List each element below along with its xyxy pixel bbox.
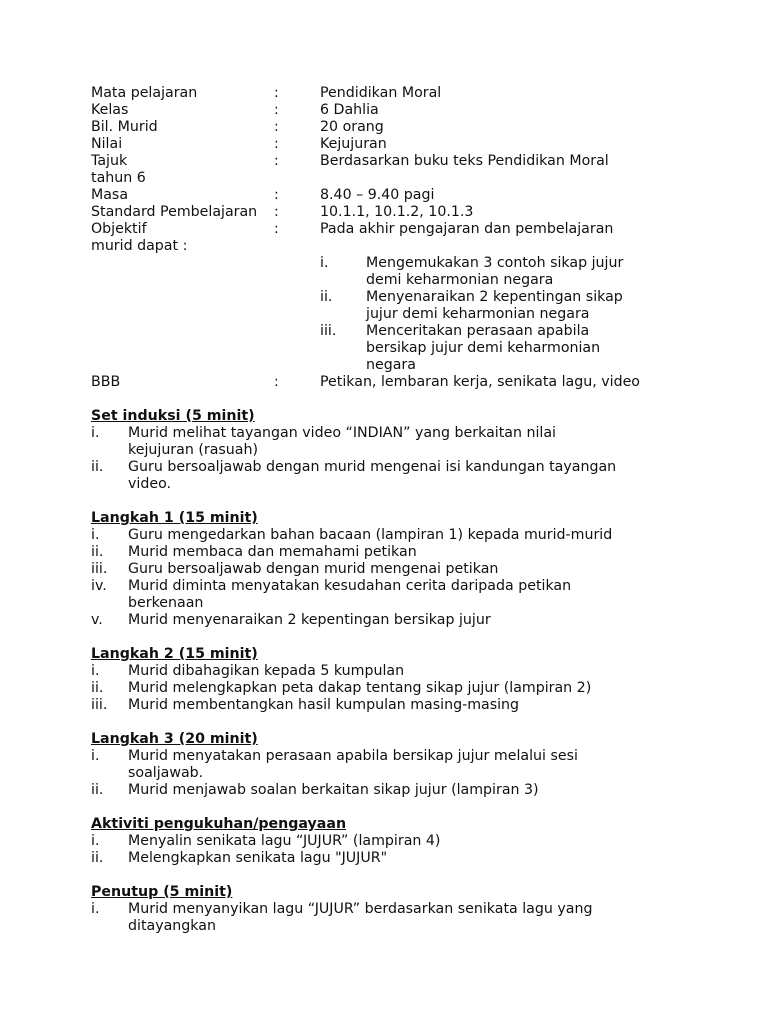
info-value: Pada akhir pengajaran dan pembelajaran [320,221,614,237]
list-item-text: Murid menjawab soalan berkaitan sikap jujur (lampiran 3) [128,782,539,798]
list-item [91,782,691,799]
info-row-subject [91,85,691,102]
objective-number: i. [320,255,329,271]
list-item-continued [91,918,691,935]
list-item-text: berkenaan [128,595,204,611]
info-value: Berdasarkan buku teks Pendidikan Moral [320,153,609,169]
section-spacer [91,799,691,816]
info-row-students [91,119,691,136]
list-item-text: Guru bersoaljawab dengan murid mengenai petikan [128,561,499,577]
list-item [91,459,691,476]
info-value: 10.1.1, 10.1.2, 10.1.3 [320,204,474,220]
info-colon: : [274,221,279,237]
list-item [91,527,691,544]
info-value: Pendidikan Moral [320,85,442,101]
section-heading: Set induksi (5 minit) [91,408,255,424]
info-colon: : [274,119,279,135]
list-item-number: i. [91,663,100,679]
list-item-text: Murid melihat tayangan video “INDIAN” yang berkaitan nilai [128,425,556,441]
objective-number: ii. [320,289,333,305]
info-row-class [91,102,691,119]
list-item-number: ii. [91,544,104,560]
list-item-number: i. [91,748,100,764]
list-item-number: i. [91,901,100,917]
section-spacer [91,867,691,884]
list-item-number: i. [91,425,100,441]
section-spacer [91,391,691,408]
info-row-topic-continued [91,170,691,187]
section-heading: Aktiviti pengukuhan/pengayaan [91,816,347,832]
info-row-objective-continued [91,238,691,255]
info-label: BBB [91,374,121,390]
list-item [91,544,691,561]
list-item-number: iii. [91,697,108,713]
list-item-text: kejujuran (rasuah) [128,442,259,458]
info-row-topic [91,153,691,170]
list-item-text: ditayangkan [128,918,216,934]
section-heading: Langkah 2 (15 minit) [91,646,258,662]
list-item-continued [91,765,691,782]
list-item [91,612,691,629]
info-colon: : [274,102,279,118]
info-value: Petikan, lembaran kerja, senikata lagu, video [320,374,640,390]
info-label: Bil. Murid [91,119,158,135]
info-label: Masa [91,187,129,203]
list-item-number: ii. [91,850,104,866]
info-continued-text: tahun 6 [91,170,146,186]
list-item-continued [91,476,691,493]
objective-text: demi keharmonian negara [366,272,554,288]
objective-number: iii. [320,323,337,339]
info-value: 20 orang [320,119,384,135]
objective-text: Menyenaraikan 2 kepentingan sikap [366,289,623,305]
list-item-text: Guru mengedarkan bahan bacaan (lampiran 1) kepada murid-murid [128,527,613,543]
list-item-text: Murid menyenaraikan 2 kepentingan bersikap jujur [128,612,491,628]
info-label: Kelas [91,102,129,118]
objective-item [91,255,691,272]
info-label: Standard Pembelajaran [91,204,258,220]
list-item [91,425,691,442]
objective-text: Mengemukakan 3 contoh sikap jujur [366,255,624,271]
list-item-text: Murid menyanyikan lagu “JUJUR” berdasarkan senikata lagu yang [128,901,593,917]
info-label: Nilai [91,136,123,152]
list-item-text: Murid membaca dan memahami petikan [128,544,417,560]
list-item-text: Melengkapkan senikata lagu "JUJUR" [128,850,388,866]
objectives-list [91,255,691,374]
section-spacer [91,493,691,510]
lesson-sections [91,391,691,935]
objective-item-continued [91,306,691,323]
info-label: Tajuk [91,153,128,169]
list-item [91,561,691,578]
objective-item-continued [91,357,691,374]
list-item-number: ii. [91,680,104,696]
list-item-text: Menyalin senikata lagu “JUJUR” (lampiran 4) [128,833,441,849]
list-item-number: iv. [91,578,107,594]
info-label: Mata pelajaran [91,85,198,101]
list-item-text: Murid menyatakan perasaan apabila bersikap jujur melalui sesi [128,748,578,764]
info-value: 8.40 – 9.40 pagi [320,187,435,203]
lesson-plan [91,85,691,935]
list-item [91,748,691,765]
list-item-number: v. [91,612,103,628]
list-item-text: Murid melengkapkan peta dakap tentang sikap jujur (lampiran 2) [128,680,592,696]
section-spacer [91,629,691,646]
info-continued-text: murid dapat : [91,238,188,254]
info-colon: : [274,374,279,390]
info-row-objective [91,221,691,238]
info-row-standard [91,204,691,221]
list-item-continued [91,442,691,459]
objective-item [91,323,691,340]
info-row-bbb [91,374,691,391]
list-item-text: soaljawab. [128,765,204,781]
info-colon: : [274,153,279,169]
info-row-value [91,136,691,153]
info-colon: : [274,136,279,152]
objective-text: negara [366,357,416,373]
list-item-text: Murid membentangkan hasil kumpulan masing-masing [128,697,520,713]
objective-item [91,289,691,306]
list-item-text: Murid dibahagikan kepada 5 kumpulan [128,663,405,679]
objective-text: bersikap jujur demi keharmonian [366,340,601,356]
objective-item-continued [91,272,691,289]
section-heading: Penutup (5 minit) [91,884,233,900]
list-item-text: video. [128,476,172,492]
objective-item-continued [91,340,691,357]
list-item-number: i. [91,833,100,849]
list-item-continued [91,595,691,612]
info-value: Kejujuran [320,136,387,152]
info-row-time [91,187,691,204]
info-colon: : [274,187,279,203]
section-heading: Langkah 1 (15 minit) [91,510,258,526]
info-colon: : [274,204,279,220]
section-heading: Langkah 3 (20 minit) [91,731,258,747]
list-item [91,578,691,595]
info-label: Objektif [91,221,147,237]
section-spacer [91,714,691,731]
list-item-number: ii. [91,782,104,798]
list-item [91,833,691,850]
list-item-number: i. [91,527,100,543]
list-item [91,850,691,867]
list-item-number: ii. [91,459,104,475]
list-item-text: Murid diminta menyatakan kesudahan cerita daripada petikan [128,578,572,594]
list-item-text: Guru bersoaljawab dengan murid mengenai isi kandungan tayangan [128,459,617,475]
objective-text: Menceritakan perasaan apabila [366,323,590,339]
list-item [91,901,691,918]
list-item [91,663,691,680]
info-colon: : [274,85,279,101]
list-item-number: iii. [91,561,108,577]
info-value: 6 Dahlia [320,102,379,118]
objective-text: jujur demi keharmonian negara [366,306,590,322]
list-item [91,697,691,714]
list-item [91,680,691,697]
